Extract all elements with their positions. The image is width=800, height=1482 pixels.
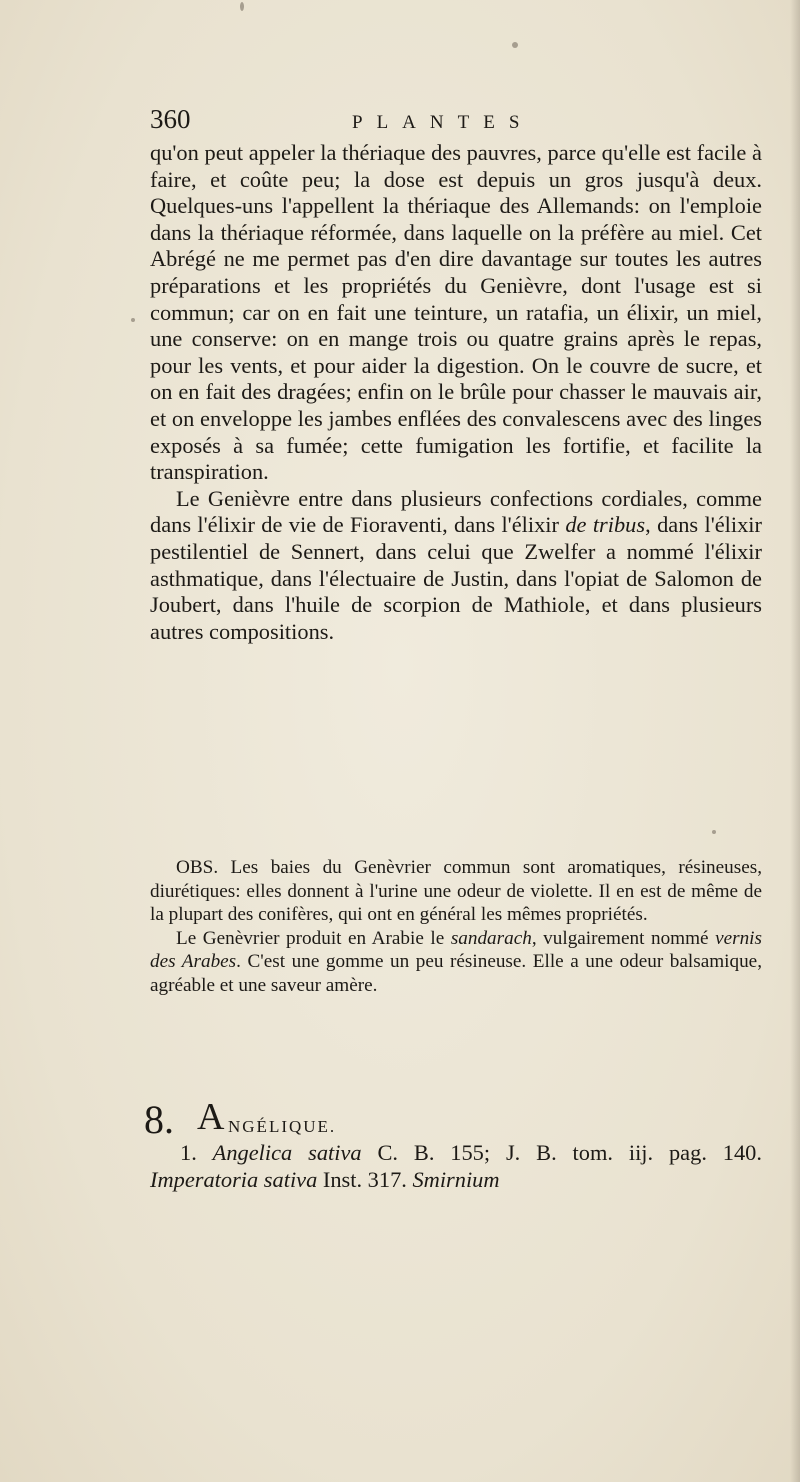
ink-spot bbox=[712, 830, 716, 834]
obs-p2-part-c: . C'est une gomme un peu résineuse. Elle a une odeur balsamique, agréable et une saveur amère. bbox=[150, 951, 762, 996]
section-title: NGÉLIQUE. bbox=[228, 1117, 337, 1136]
section-number: 8. bbox=[144, 1097, 174, 1142]
synonym-angelica: Angelica sativa bbox=[212, 1140, 362, 1165]
page-header bbox=[150, 104, 760, 140]
running-head: PLANTES bbox=[352, 112, 534, 133]
paragraph-2-italic: de tribus bbox=[565, 512, 646, 538]
main-text bbox=[150, 140, 762, 645]
obs-p2-part-b: , vulgairement nommé bbox=[531, 927, 716, 949]
observation-note bbox=[150, 856, 762, 998]
ink-spot bbox=[512, 42, 518, 48]
synonym-smirnium: Smirnium bbox=[412, 1166, 500, 1192]
paragraph-2 bbox=[150, 486, 762, 646]
page-number: 360 bbox=[150, 104, 191, 134]
synonymy-line bbox=[150, 1140, 762, 1193]
obs-p2-italic-1: sandarach bbox=[450, 927, 532, 949]
obs-paragraph-1: OBS. Les baies du Genèvrier commun sont aromatiques, résineuses, diurétiques: elles donnent à l'urine une odeur de violette. Il en est de même de la plupart des conifères, qui ont en général les mêmes propriétés. bbox=[150, 857, 762, 926]
paragraph-2-part-b: , dans l'élixir pestilentiel de Sennert, dans celui que Zwelfer a nommé l'élixir asthmatique, dans l'électuaire de Justin, dans l'opiat de Salomon de Joubert, dans l'huile de scorpion de Mathiole, et dans plusieurs autres compositions. bbox=[150, 512, 762, 644]
obs-p2-italic-2: vernis des Arabes bbox=[150, 927, 762, 973]
synonymy-ref-2: Inst. 317. bbox=[317, 1166, 413, 1192]
synonymy-number: 1. bbox=[180, 1140, 197, 1165]
obs-p2-part-a: Le Genèvrier produit en Arabie le bbox=[176, 927, 451, 949]
synonymy-ref-1: C. B. 155; J. B. tom. iij. pag. 140. bbox=[361, 1140, 762, 1165]
synonym-imperatoria: Imperatoria sativa bbox=[150, 1166, 318, 1192]
section-heading bbox=[144, 1090, 762, 1142]
paragraph-2-part-a: Le Genièvre entre dans plusieurs confections cordiales, comme dans l'élixir de vie de Fioraventi, dans l'élixir bbox=[150, 485, 762, 538]
section-angelique bbox=[144, 1090, 762, 1193]
section-drop-cap: A bbox=[197, 1096, 225, 1138]
obs-paragraph-2 bbox=[150, 927, 762, 998]
paragraph-1: qu'on peut appeler la thériaque des pauvres, parce qu'elle est facile à faire, et coûte peu; la dose est depuis un gros jusqu'à deux. Quelques-uns l'appellent la thériaque des Allemands: on l'emploie dans la thériaque réformée, dans laquelle on la préfère au miel. Cet Abrégé ne me permet pas d'en dire davantage sur toutes les autres préparations et les propriétés du Genièvre, dont l'usage est si commun; car on en fait une teinture, un ratafia, un élixir, un miel, une conserve: on en mange trois ou quatre grains après le repas, pour les vents, et pour aider la digestion. On le couvre de sucre, et on en fait des dragées; enfin on le brûle pour chasser le mauvais air, et on enveloppe les jambes enflées des convalescens avec des linges exposés à sa fumée; cette fumigation les fortifie, et facilite la transpiration. bbox=[150, 140, 762, 485]
page-edge-shadow bbox=[790, 0, 800, 1482]
ink-spot bbox=[240, 2, 244, 11]
ink-spot bbox=[131, 318, 135, 322]
